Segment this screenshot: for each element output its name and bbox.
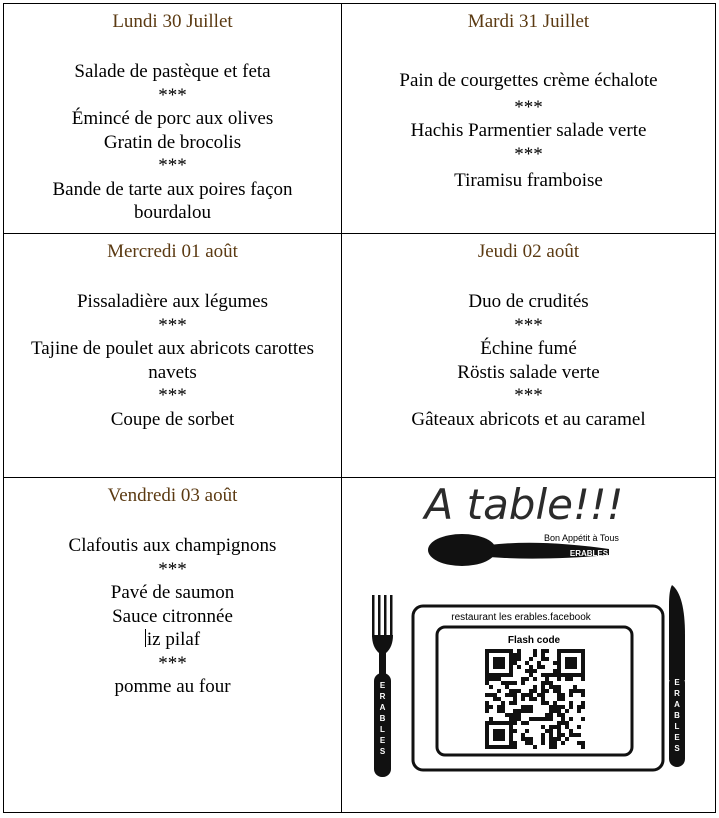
facebook-text: restaurant les erables.facebook [451, 612, 591, 623]
menu-separator: *** [514, 143, 543, 165]
day-cell-friday [4, 478, 341, 812]
menu-separator: *** [514, 314, 543, 336]
menu-line: Bande de tarte aux poires façon bourdalou [52, 178, 293, 223]
placemat [413, 606, 663, 770]
menu-separator: *** [158, 385, 187, 406]
fork-handle-text [380, 681, 386, 756]
svg-text:ERABLES: E R A B L E S [674, 678, 680, 753]
menu-line: Pavé de saumon [110, 582, 235, 603]
menu-line: Röstis salade verte [457, 361, 600, 383]
a-table-graphic [339, 475, 713, 809]
tagline-text: Bon Appétit à Tous [544, 533, 619, 543]
text-cursor [145, 629, 146, 647]
menu-separator: *** [514, 96, 543, 118]
spoon-icon [428, 533, 619, 566]
menu-line: Clafoutis aux champignons [68, 535, 277, 556]
menu-line: Tajine de poulet aux abricots carottes navets [30, 338, 315, 383]
headline-text: A table!!! [424, 480, 624, 529]
menu-line: Gratin de brocolis [103, 131, 242, 153]
menu-separator: *** [514, 385, 543, 406]
menu-separator: *** [158, 314, 187, 336]
day-cell-tuesday [342, 4, 715, 233]
menu-separator: *** [158, 84, 187, 106]
qr-label: Flash code [507, 635, 561, 646]
day-cell-wednesday [4, 234, 341, 477]
a-table-illustration [339, 475, 713, 809]
menu-line: pomme au four [114, 676, 231, 697]
day-title: Mardi 31 Juillet [467, 11, 590, 32]
day-cell-thursday [342, 234, 715, 477]
menu-separator: *** [158, 558, 187, 580]
day-title: Mercredi 01 août [107, 241, 238, 262]
menu-line: Gâteaux abricots et au caramel [411, 408, 646, 430]
menu-separator: *** [158, 652, 187, 674]
brand-text: ERABLES [569, 549, 609, 558]
menu-line: Tiramisu framboise [454, 170, 603, 191]
menu-line: Salade de pastèque et feta [74, 61, 271, 82]
day-cell-monday [4, 4, 341, 233]
menu-line: Coupe de sorbet [110, 408, 235, 430]
menu-line: Échine fumé [480, 338, 577, 359]
knife-handle-text [674, 678, 680, 753]
menu-line: Duo de crudités [468, 291, 589, 312]
menu-line-with-cursor [4, 628, 341, 652]
svg-text:ERABLES: E R A B L E S [379, 681, 386, 756]
menu-line: Pain de courgettes crème échalote [399, 70, 658, 91]
day-title: Vendredi 03 août [107, 485, 238, 506]
menu-separator: *** [158, 155, 187, 176]
menu-line: Hachis Parmentier salade verte [410, 120, 647, 141]
menu-line: iz pilaf [146, 629, 201, 650]
menu-line: Sauce citronnée [112, 605, 233, 627]
menu-line: Pissaladière aux légumes [76, 291, 268, 312]
menu-line: Émincé de porc aux olives [71, 108, 274, 129]
day-title: Jeudi 02 août [477, 241, 580, 262]
day-title: Lundi 30 Juillet [112, 11, 233, 32]
